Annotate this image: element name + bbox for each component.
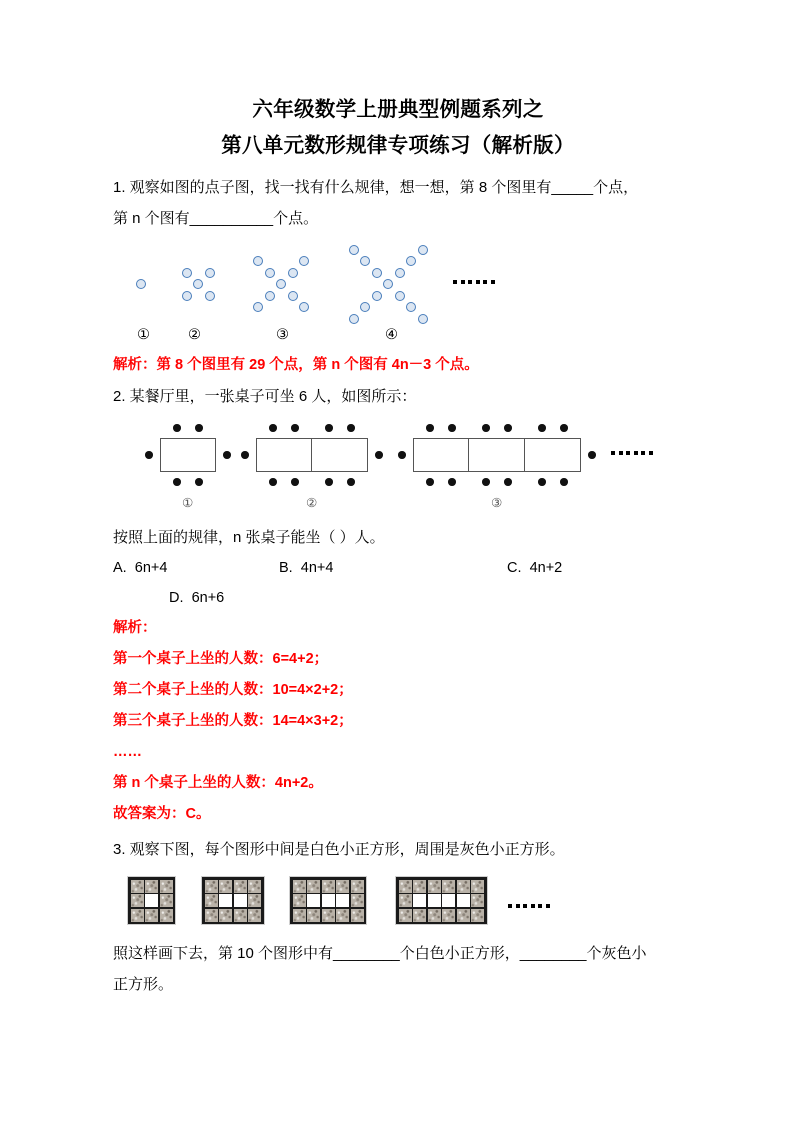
question-3-text-line2: 正方形。 — [113, 976, 174, 993]
document-content — [113, 92, 683, 1000]
table-cell — [414, 439, 469, 471]
gray-square — [336, 880, 349, 893]
seat-dot-bottom — [448, 478, 456, 486]
dot-1 — [136, 279, 146, 289]
dot-4 — [418, 314, 428, 324]
seat-dot-top — [426, 424, 434, 432]
question-1-label-1: ① — [137, 327, 150, 343]
dot-2 — [193, 279, 203, 289]
gray-square — [293, 894, 306, 907]
dot-3 — [276, 279, 286, 289]
seat-dot-top — [291, 424, 299, 432]
dot-2 — [182, 268, 192, 278]
gray-square — [399, 894, 412, 907]
gray-square — [351, 894, 364, 907]
gray-square — [205, 909, 218, 922]
gray-square — [428, 880, 441, 893]
dot-4 — [349, 314, 359, 324]
seat-dot-top — [173, 424, 181, 432]
gray-square — [399, 909, 412, 922]
gray-square — [457, 880, 470, 893]
gray-square — [205, 894, 218, 907]
dot-2 — [205, 268, 215, 278]
question-2-solution-1: 第一个桌子上坐的人数：6=4+2； — [113, 651, 329, 667]
seat-dot-right — [375, 451, 383, 459]
dot-4 — [406, 256, 416, 266]
gray-square — [160, 880, 173, 893]
question-1-label-2: ② — [188, 327, 201, 343]
white-square — [145, 894, 158, 907]
question-2-text: 2. 某餐厅里，一张桌子可坐 6 人，如图所示： — [113, 388, 417, 405]
seat-dot-top — [504, 424, 512, 432]
question-3-text-line1: 照这样画下去，第 10 个图形中有________个白色小正方形，________个灰色小 — [113, 945, 647, 962]
table-cell — [161, 439, 215, 471]
gray-square — [307, 880, 320, 893]
seat-dot-top — [195, 424, 203, 432]
gray-square — [307, 909, 320, 922]
grid-figure-1 — [127, 876, 176, 925]
gray-square — [471, 894, 484, 907]
white-square — [442, 894, 455, 907]
grid-figure-2 — [201, 876, 265, 925]
dot-3 — [288, 291, 298, 301]
dot-4 — [360, 302, 370, 312]
page-title-line1: 六年级数学上册典型例题系列之 — [252, 98, 544, 121]
seat-dot-left — [145, 451, 153, 459]
choice-d-value: 6n+6 — [191, 590, 225, 606]
question-2-choices-row — [113, 553, 683, 583]
dot-3 — [265, 268, 275, 278]
seat-dot-top — [448, 424, 456, 432]
question-1-text-line2: 第 n 个图有__________个点。 — [113, 210, 319, 227]
seat-dot-bottom — [538, 478, 546, 486]
question-2-label-3: ③ — [491, 496, 503, 510]
table-cell — [469, 439, 524, 471]
seat-dot-right — [588, 451, 596, 459]
question-2-solution-4: …… — [113, 744, 142, 760]
dot-2 — [182, 291, 192, 301]
question-2-prompt: 按照上面的规律，n 张桌子能坐（ ）人。 — [113, 529, 385, 546]
question-1-text-line1: 1. 观察如图的点子图，找一找有什么规律，想一想，第 8 个图里有_____个点， — [113, 179, 639, 196]
seat-dot-top — [269, 424, 277, 432]
question-1-answer: 解析：第 8 个图里有 29 个点，第 n 个图有 4n－3 个点。 — [113, 357, 479, 373]
table-figure-1 — [160, 438, 216, 472]
seat-dot-left — [398, 451, 406, 459]
seat-dot-bottom — [325, 478, 333, 486]
gray-square — [145, 880, 158, 893]
gray-square — [234, 909, 247, 922]
gray-square — [145, 909, 158, 922]
gray-square — [442, 909, 455, 922]
seat-dot-bottom — [173, 478, 181, 486]
table-figure-2 — [256, 438, 368, 472]
dot-4 — [349, 245, 359, 255]
seat-dot-bottom — [291, 478, 299, 486]
question-1-label-3: ③ — [276, 327, 289, 343]
white-square — [307, 894, 320, 907]
question-2-solution-5: 第 n 个桌子上坐的人数：4n+2。 — [113, 775, 323, 791]
page-title-line2: 第八单元数形规律专项练习（解析版） — [221, 134, 575, 157]
question-3-grid-figure — [113, 872, 683, 936]
dot-2 — [205, 291, 215, 301]
white-square — [413, 894, 426, 907]
gray-square — [131, 894, 144, 907]
question-1-ellipsis — [453, 280, 495, 284]
white-square — [234, 894, 247, 907]
grid-figure-3 — [289, 876, 367, 925]
seat-dot-bottom — [347, 478, 355, 486]
white-square — [428, 894, 441, 907]
gray-square — [248, 909, 261, 922]
question-2-choice-a[interactable] — [113, 553, 167, 583]
question-1-dot-figure — [113, 242, 683, 328]
seat-dot-left — [241, 451, 249, 459]
seat-dot-bottom — [269, 478, 277, 486]
question-2-label-1: ① — [182, 496, 194, 510]
gray-square — [160, 894, 173, 907]
question-2-label-2: ② — [306, 496, 318, 510]
table-figure-3 — [413, 438, 581, 472]
gray-square — [322, 880, 335, 893]
question-3-text: 3. 观察下图，每个图形中间是白色小正方形，周围是灰色小正方形。 — [113, 841, 565, 858]
seat-dot-top — [347, 424, 355, 432]
gray-square — [248, 894, 261, 907]
seat-dot-bottom — [482, 478, 490, 486]
question-2-choice-d[interactable] — [113, 583, 683, 613]
question-2-choice-b[interactable] — [279, 553, 333, 583]
dot-4 — [372, 291, 382, 301]
question-2-solution-0: 解析： — [113, 620, 157, 636]
gray-square — [131, 880, 144, 893]
seat-dot-bottom — [195, 478, 203, 486]
dot-3 — [288, 268, 298, 278]
dot-4 — [418, 245, 428, 255]
seat-dot-bottom — [504, 478, 512, 486]
question-2-table-figure — [113, 418, 683, 496]
dot-3 — [253, 302, 263, 312]
gray-square — [293, 880, 306, 893]
dot-4 — [395, 291, 405, 301]
gray-square — [471, 909, 484, 922]
gray-square — [442, 880, 455, 893]
dot-3 — [299, 256, 309, 266]
seat-dot-top — [325, 424, 333, 432]
question-2-solution-6: 故答案为：C。 — [113, 806, 211, 822]
choice-value: 4n+2 — [529, 560, 563, 576]
dot-4 — [372, 268, 382, 278]
choice-d-key: D. — [169, 590, 184, 606]
dot-3 — [265, 291, 275, 301]
question-2-solution-2: 第二个桌子上坐的人数：10=4×2+2； — [113, 682, 353, 698]
gray-square — [293, 909, 306, 922]
gray-square — [399, 880, 412, 893]
seat-dot-bottom — [426, 478, 434, 486]
gray-square — [160, 909, 173, 922]
choice-key: C. — [507, 560, 522, 576]
dot-4 — [395, 268, 405, 278]
gray-square — [131, 909, 144, 922]
white-square — [457, 894, 470, 907]
dot-4 — [406, 302, 416, 312]
seat-dot-top — [538, 424, 546, 432]
gray-square — [428, 909, 441, 922]
seat-dot-top — [560, 424, 568, 432]
gray-square — [322, 909, 335, 922]
gray-square — [219, 880, 232, 893]
question-2-solution-3: 第三个桌子上坐的人数：14=4×3+2； — [113, 713, 353, 729]
white-square — [219, 894, 232, 907]
gray-square — [457, 909, 470, 922]
gray-square — [248, 880, 261, 893]
white-square — [322, 894, 335, 907]
seat-dot-bottom — [560, 478, 568, 486]
gray-square — [351, 880, 364, 893]
gray-square — [234, 880, 247, 893]
seat-dot-right — [223, 451, 231, 459]
gray-square — [336, 909, 349, 922]
gray-square — [413, 880, 426, 893]
choice-value: 4n+4 — [300, 560, 334, 576]
gray-square — [219, 909, 232, 922]
table-cell — [257, 439, 312, 471]
dot-4 — [360, 256, 370, 266]
question-2-ellipsis — [611, 451, 653, 455]
choice-value: 6n+4 — [134, 560, 168, 576]
dot-3 — [299, 302, 309, 312]
choice-key: B. — [279, 560, 293, 576]
question-2-choice-c[interactable] — [507, 553, 562, 583]
dot-4 — [383, 279, 393, 289]
question-2-figure-labels — [113, 496, 683, 516]
question-1-label-4: ④ — [385, 327, 398, 343]
gray-square — [471, 880, 484, 893]
question-1-figure-labels — [113, 328, 683, 350]
seat-dot-top — [482, 424, 490, 432]
question-3-ellipsis — [508, 904, 550, 908]
white-square — [336, 894, 349, 907]
table-cell — [312, 439, 367, 471]
gray-square — [413, 909, 426, 922]
grid-figure-4 — [395, 876, 488, 925]
gray-square — [351, 909, 364, 922]
dot-3 — [253, 256, 263, 266]
gray-square — [205, 880, 218, 893]
choice-key: A. — [113, 560, 127, 576]
table-cell — [525, 439, 580, 471]
